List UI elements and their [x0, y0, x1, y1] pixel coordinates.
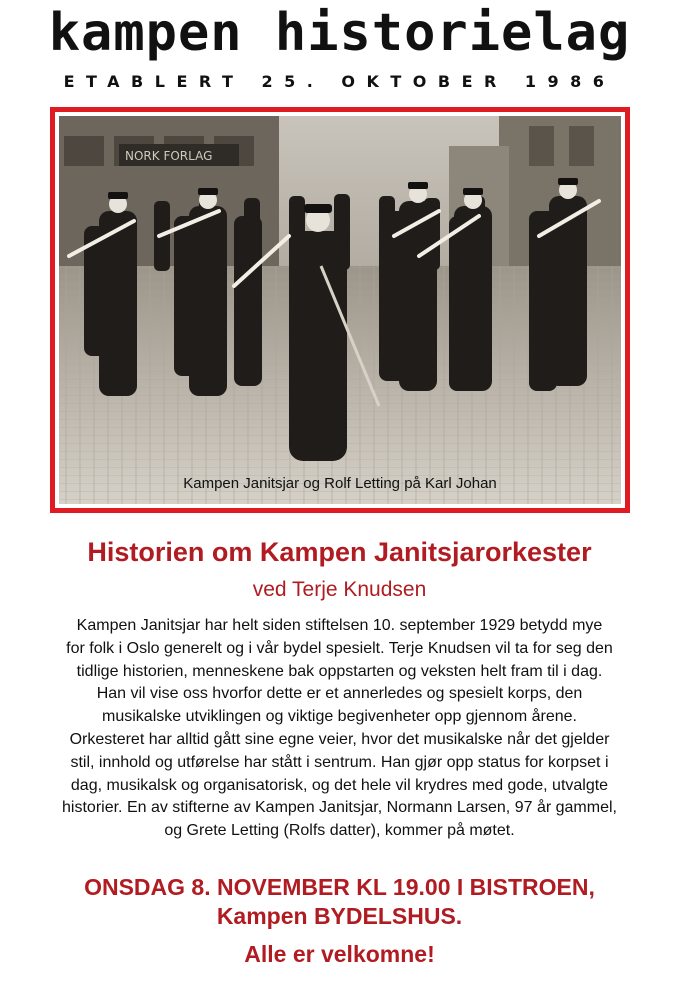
storefront-sign: NORK FORLAG — [125, 149, 213, 163]
event-venue-line: Kampen BYDELSHUS. — [216, 903, 463, 929]
photo-frame — [50, 107, 630, 513]
description-line: historier. En av stifterne av Kampen Janitsjar, Normann Larsen, 97 år gammel, — [62, 799, 617, 817]
photo-caption: Kampen Janitsjar og Rolf Letting på Karl Johan — [183, 475, 497, 492]
description-line: Orkesteret har alltid gått sine egne veier, hvor det musikalske når det gjelder — [69, 730, 610, 748]
description-line: for folk i Oslo generelt og i vår bydel spesielt. Terje Knudsen vil ta for seg den — [66, 639, 613, 657]
description-line: tidlige historien, menneskene bak oppstarten og veksten helt fram til i dag. — [76, 662, 603, 680]
event-speaker: ved Terje Knudsen — [252, 578, 427, 601]
welcome-text: Alle er velkomne! — [244, 941, 435, 967]
description-line: og Grete Letting (Rolfs datter), kommer på møtet. — [164, 822, 515, 840]
description-line: dag, musikalsk og organisatorisk, og det hele vil krydres med gode, utvalgte — [70, 776, 609, 794]
description-line: Kampen Janitsjar har helt siden stiftelsen 10. september 1929 betydd mye — [76, 617, 603, 634]
description-line: Han vil vise oss hvorfor dette er et annerledes og spesielt korps, den — [96, 685, 583, 703]
event-description — [6, 615, 673, 843]
header-subtitle: ETABLERT 25. OKTOBER 1986 — [63, 72, 616, 91]
band-photo — [59, 116, 621, 504]
event-title: Historien om Kampen Janitsjarorkester — [87, 537, 592, 567]
event-datetime — [0, 873, 679, 931]
band-photo-illustration — [59, 116, 621, 504]
description-line: musikalske utviklingen og viktige begivenheter opp gjennom årene. — [102, 708, 577, 726]
event-date-line: ONSDAG 8. NOVEMBER KL 19.00 I BISTROEN, — [84, 874, 595, 900]
header-title: kampen historielag — [48, 3, 631, 63]
description-line: stil, innhold og utførelse har stått i sentrum. Han gjør opp status for korpset i — [70, 753, 609, 771]
